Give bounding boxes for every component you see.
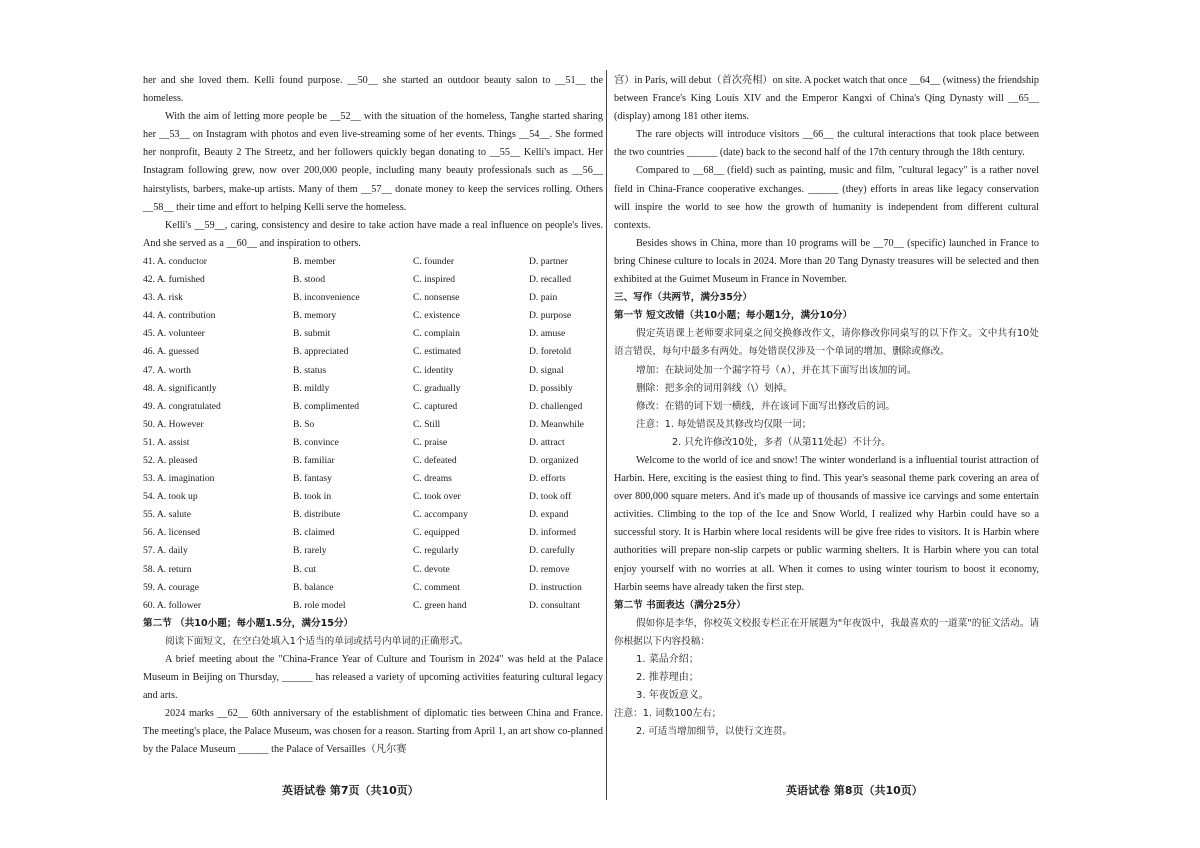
- option-choice: B. submit: [293, 328, 331, 340]
- left-column: [143, 72, 603, 760]
- option-choice: 56. A. licensed: [143, 527, 201, 539]
- option-choice: D. efforts: [529, 473, 566, 485]
- option-row: [143, 488, 603, 506]
- option-row: [143, 524, 603, 542]
- option-choice: 45. A. volunteer: [143, 328, 205, 340]
- instruction-text: 注意：1. 每处错误及其修改均仅限一词；: [636, 418, 812, 430]
- option-row: [143, 343, 603, 361]
- option-row: [143, 325, 603, 343]
- option-choice: D. amuse: [529, 328, 566, 340]
- option-choice: C. gradually: [413, 382, 461, 394]
- passage-paragraph: 2024 marks __62__ 60th anniversary of the establishment of diplomatic ties between China and France. The meeting's place, the Palace Museum, was chosen for a reason. Starting from April 1, an art show co-planned by the Palace Museum ______ the Palace of Versailles（凡尔赛: [143, 708, 603, 756]
- option-choice: D. purpose: [529, 310, 572, 322]
- option-choice: D. recalled: [529, 274, 572, 286]
- option-row: [143, 380, 603, 398]
- option-row: [143, 271, 603, 289]
- page-footer: 英语试卷 第7页（共10页）: [282, 784, 419, 797]
- option-choice: D. expand: [529, 509, 569, 521]
- option-choice: B. complimented: [293, 400, 360, 412]
- option-choice: 54. A. took up: [143, 491, 198, 503]
- section-title: 第二节 书面表达（满分25分）: [614, 599, 746, 611]
- section-title: 第一节 短文改错（共10小题；每小题1分，满分10分）: [614, 310, 853, 322]
- option-choice: C. nonsense: [413, 292, 460, 304]
- option-choice: D. organized: [529, 454, 579, 466]
- option-choice: C. regularly: [413, 545, 459, 557]
- option-choice: C. inspired: [413, 274, 456, 286]
- option-choice: B. So: [293, 418, 315, 430]
- option-choice: C. dreams: [413, 473, 452, 485]
- option-choice: B. member: [293, 255, 336, 267]
- option-choice: C. accompany: [413, 509, 468, 521]
- option-choice: 49. A. congratulated: [143, 400, 221, 412]
- option-choice: C. devote: [413, 563, 450, 575]
- option-choice: 57. A. daily: [143, 545, 188, 557]
- option-choice: C. Still: [413, 418, 441, 430]
- section-title: 第二节 （共10小题；每小题1.5分，满分15分）: [143, 617, 354, 629]
- option-choice: C. complain: [413, 328, 460, 340]
- option-choice: 55. A. salute: [143, 509, 191, 521]
- option-choice: 50. A. However: [143, 418, 204, 430]
- passage-paragraph: A brief meeting about the "China-France Year of Culture and Tourism in 2024" was held at the Palace Museum in Beijing on Thursday, ______ has released a variety of upcoming activities featuring cultural legacy and arts.: [143, 654, 603, 702]
- option-choice: 41. A. conductor: [143, 255, 207, 267]
- instruction-text: 删除：把多余的词用斜线（\）划掉。: [636, 382, 793, 394]
- page-footer: 英语试卷 第8页（共10页）: [786, 784, 923, 797]
- passage-paragraph: her and she loved them. Kelli found purpose. __50__ she started an outdoor beauty salon to __51__ the homeless.: [143, 75, 603, 105]
- option-row: [143, 506, 603, 524]
- option-choice: B. took in: [293, 491, 332, 503]
- note-text: 注意：1. 词数100左右；: [614, 708, 722, 720]
- option-row: [143, 416, 603, 434]
- option-choice: B. memory: [293, 310, 337, 322]
- passage-paragraph: The rare objects will introduce visitors __66__ the cultural interactions that took place between the two countries ______ (date) back to the second half of the 17th century through the 18th century.: [614, 129, 1039, 159]
- option-row: [143, 289, 603, 307]
- option-row: [143, 542, 603, 560]
- option-row: [143, 434, 603, 452]
- option-choice: C. founder: [413, 255, 455, 267]
- option-choice: B. balance: [293, 581, 334, 593]
- option-choice: B. claimed: [293, 527, 335, 539]
- option-row: [143, 470, 603, 488]
- passage-paragraph: With the aim of letting more people be __52__ with the situation of the homeless, Tanghe started sharing her __53__ on Instagram with photos and even live-streaming some of her events. Things __54__. She formed her nonprofit, Beauty 2 The Streetz, and her followers quickly began donating to __55__ Kelli's impact. Her Instagram following grew, now over 200,000 people, including many beauty professionals such as __56__ hairstylists, barbers, make-up artists. Many of them __57__ donate money to keep the services rolling. Others __58__ their time and effort to helping Kelli serve the homeless.: [143, 111, 603, 213]
- option-choice: D. informed: [529, 527, 576, 539]
- option-choice: 43. A. risk: [143, 292, 183, 304]
- option-choice: 47. A. worth: [143, 364, 191, 376]
- option-choice: C. existence: [413, 310, 460, 322]
- option-choice: D. instruction: [529, 581, 582, 593]
- option-choice: C. green hand: [413, 599, 467, 611]
- option-choice: C. comment: [413, 581, 460, 593]
- option-choice: D. consultant: [529, 599, 581, 611]
- option-choice: D. challenged: [529, 400, 583, 412]
- options-table: [143, 253, 603, 615]
- option-choice: D. Meanwhile: [529, 418, 584, 430]
- option-choice: C. equipped: [413, 527, 460, 539]
- option-choice: B. mildly: [293, 382, 330, 394]
- requirement-item: 3. 年夜饭意义。: [636, 690, 709, 702]
- option-choice: C. took over: [413, 491, 461, 503]
- option-row: [143, 307, 603, 325]
- option-choice: D. possibly: [529, 382, 573, 394]
- option-choice: B. rarely: [293, 545, 327, 557]
- option-row: [143, 597, 603, 615]
- instruction-text: 修改：在错的词下划一横线，并在该词下面写出修改后的词。: [636, 400, 896, 412]
- option-choice: 46. A. guessed: [143, 346, 199, 358]
- option-choice: C. captured: [413, 400, 458, 412]
- option-choice: 48. A. significantly: [143, 382, 217, 394]
- option-choice: 60. A. follower: [143, 599, 202, 611]
- option-choice: 42. A. furnished: [143, 274, 205, 286]
- option-choice: D. foretold: [529, 346, 572, 358]
- right-column: [614, 72, 1039, 741]
- option-choice: 53. A. imagination: [143, 473, 215, 485]
- option-row: [143, 561, 603, 579]
- passage-paragraph: Kelli's __59__, caring, consistency and desire to take action have made a real influence on people's lives. And she served as a __60__ and inspiration to others.: [143, 219, 603, 249]
- column-divider: [606, 70, 607, 800]
- option-row: [143, 398, 603, 416]
- passage-paragraph: Compared to __68__ (field) such as painting, music and film, "cultural legacy" is a rather novel field in China-France cooperative exchanges. ______ (they) efforts in areas like legacy conservation will inspire the world to see how the growth of humanity is independent from different cultural contexts.: [614, 165, 1039, 231]
- option-choice: D. pain: [529, 292, 558, 304]
- instruction-text: 阅读下面短文，在空白处填入1个适当的单词或括号内单词的正确形式。: [165, 635, 469, 647]
- option-choice: 44. A. contribution: [143, 310, 216, 322]
- option-choice: B. appreciated: [293, 346, 349, 358]
- option-choice: 59. A. courage: [143, 581, 199, 593]
- option-choice: B. distribute: [293, 509, 341, 521]
- option-row: [143, 253, 603, 271]
- option-choice: B. status: [293, 364, 327, 376]
- note-text: 2. 可适当增加细节，以使行文连贯。: [636, 726, 793, 738]
- option-choice: 52. A. pleased: [143, 454, 198, 466]
- option-choice: D. signal: [529, 364, 564, 376]
- part-title: 三、写作（共两节，满分35分）: [614, 292, 753, 304]
- instruction-text: 增加：在缺词处加一个漏字符号（∧），并在其下面写出该加的词。: [636, 364, 917, 376]
- requirement-item: 2. 推荐理由；: [636, 672, 699, 684]
- option-choice: 58. A. return: [143, 563, 192, 575]
- option-row: [143, 452, 603, 470]
- option-choice: D. took off: [529, 491, 572, 503]
- option-choice: B. fantasy: [293, 473, 332, 485]
- instruction-text: 假定英语课上老师要求同桌之间交换修改作文，请你修改你同桌写的以下作文。文中共有10处语言错误，每句中最多有两处。每处错误仅涉及一个单词的增加、删除或修改。: [614, 328, 1039, 358]
- option-choice: B. role model: [293, 599, 346, 611]
- option-choice: B. convince: [293, 436, 339, 448]
- option-choice: B. inconvenience: [293, 292, 360, 304]
- option-choice: B. cut: [293, 563, 316, 575]
- option-choice: D. attract: [529, 436, 565, 448]
- option-choice: 51. A. assist: [143, 436, 190, 448]
- option-choice: C. praise: [413, 436, 448, 448]
- option-row: [143, 362, 603, 380]
- essay-paragraph: Welcome to the world of ice and snow! The winter wonderland is a influential tourist attraction of Harbin. Here, exciting is the easiest thing to find. This year's seasonal theme park covering an area of over 800,000 square meters. And it's made up of thousands of massive ice carvings and some entertain activities. Climbing to the top of the Ice and Snow World, I realized why Harbin could have so a successful story. It is Harbin where local residents will be give free rides to visitors. It is Harbin where authorities will prepare non-slip carpets or public warming shelters. It is Harbin where you can total enjoy yourself with no worries at all. When it comes to using winter tourism to boost it economy, Harbin seems have already taken the first step.: [614, 454, 1039, 593]
- option-choice: B. stood: [293, 274, 325, 286]
- requirement-list: [614, 651, 1039, 705]
- passage-paragraph: Besides shows in China, more than 10 programs will be __70__ (specific) launched in France to bring Chinese culture to locals in 2024. More than 20 Tang Dynasty treasures will be selected and then exhibited at the Guimet Museum in France in November.: [614, 237, 1039, 286]
- option-choice: C. identity: [413, 364, 454, 376]
- option-choice: D. carefully: [529, 545, 575, 557]
- option-row: [143, 579, 603, 597]
- instruction-text: 2. 只允许修改10处，多者（从第11处起）不计分。: [672, 436, 891, 448]
- option-choice: C. estimated: [413, 346, 461, 358]
- passage-paragraph: 宫）in Paris, will debut（首次亮相）on site. A pocket watch that once __64__ (witness) the friendship between France's King Louis XIV and the Emperor Kangxi of China's Qing Dynasty will __65__ (display) among 181 other items.: [614, 75, 1039, 123]
- requirement-item: 1. 菜品介绍；: [636, 654, 699, 665]
- option-choice: B. familiar: [293, 454, 335, 466]
- option-choice: C. defeated: [413, 454, 457, 466]
- option-choice: D. remove: [529, 563, 570, 575]
- option-choice: D. partner: [529, 255, 568, 267]
- instruction-text: 假如你是李华，你校英文校报专栏正在开展题为"年夜饭中，我最喜欢的一道菜"的征文活动。请你根据以下内容投稿：: [614, 617, 1039, 647]
